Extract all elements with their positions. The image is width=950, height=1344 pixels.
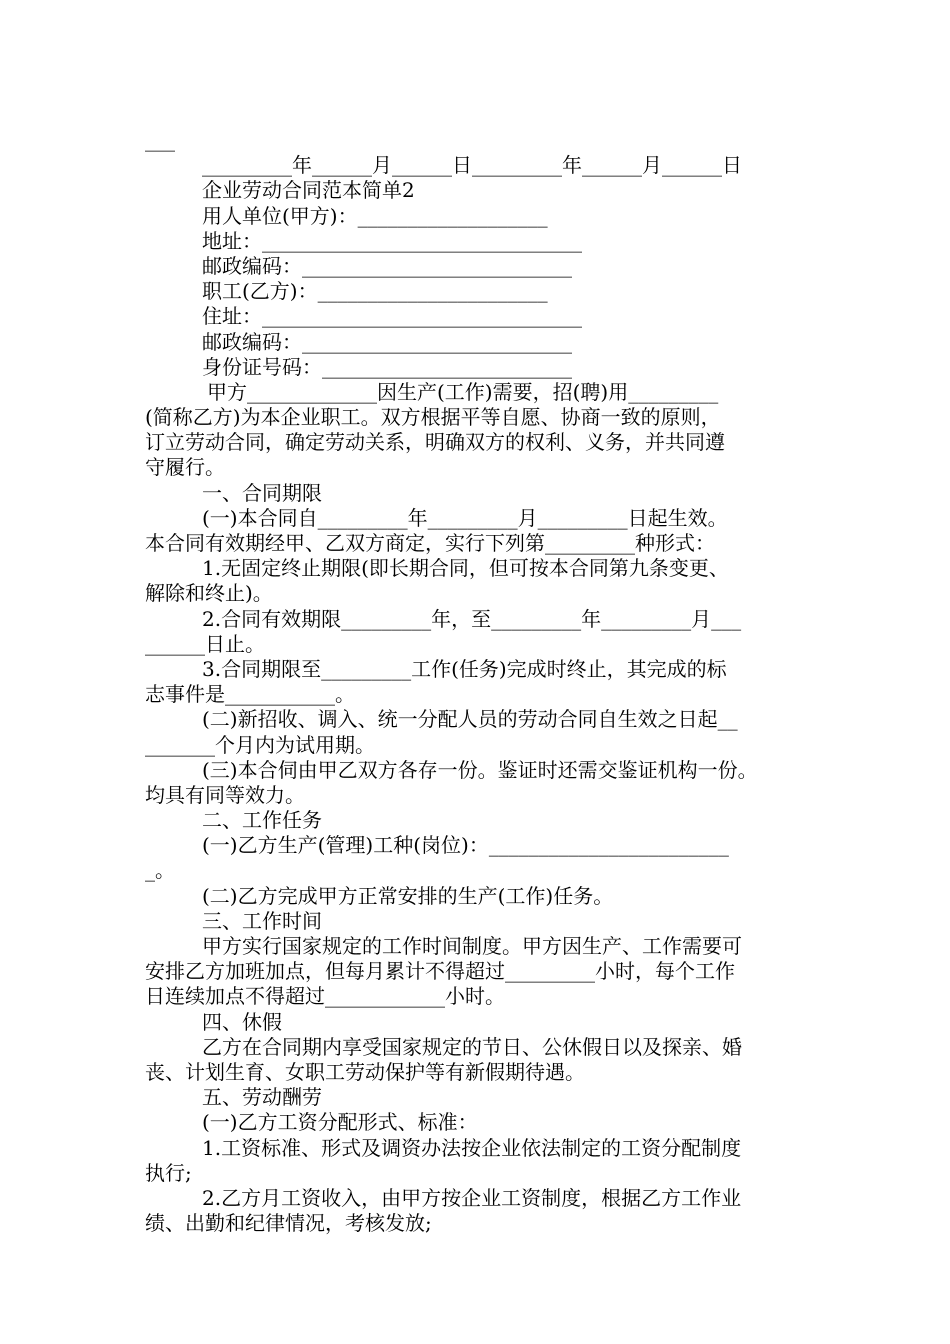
section-heading: 二、工作任务 (202, 808, 322, 833)
paragraph-line: 日连续加点不得超过____________小时。 (145, 984, 505, 1009)
preamble-line: 守履行。 (145, 455, 225, 480)
preamble-line: 甲方_____________因生产(工作)需要，招(聘)用_________ (207, 379, 719, 404)
document-title: 企业劳动合同范本简单2 (202, 178, 415, 203)
paragraph-line: 乙方在合同期内享受国家规定的节日、公休假日以及探亲、婚 (202, 1034, 742, 1059)
section-heading: 五、劳动酬劳 (202, 1085, 322, 1110)
paragraph-line: 本合同有效期经甲、乙双方商定，实行下列第_________种形式： (145, 531, 715, 555)
employer-field: 用人单位(甲方)：___________________ (202, 203, 548, 228)
date-line: _________年______月______日_________年______月______日 (202, 153, 742, 178)
paragraph-line: (一)乙方生产(管理)工种(岗位)：________________________ (202, 833, 729, 858)
paragraph-line: ______日止。 (145, 631, 265, 656)
paragraph-line: 甲方实行国家规定的工作时间制度。甲方因生产、工作需要可 (202, 934, 742, 958)
section-heading: 一、合同期限 (202, 480, 322, 505)
paragraph-line: (一)乙方工资分配形式、标准： (202, 1110, 478, 1135)
paragraph-line: 2.合同有效期限_________年，至_________年_________月___ (202, 606, 742, 631)
paragraph-line: (三)本合伺由甲乙双方各存一份。鉴证时还需交鉴证机构一份。 (202, 757, 758, 782)
paragraph-line: (一)本合同自_________年_________月_________日起生效。 (202, 505, 728, 530)
employer-address-field: 地址：________________________________ (202, 228, 582, 253)
paragraph-line: (二)乙方完成甲方正常安排的生产(工作)任务。 (202, 883, 614, 908)
section-heading: 四、休假 (202, 1009, 282, 1034)
paragraph-line: _______个月内为试用期。 (145, 732, 375, 757)
employee-field: 职工(乙方)：_______________________ (202, 279, 548, 304)
document-page (145, 128, 810, 1236)
top-rule: ___ (145, 128, 175, 152)
paragraph-line: 1.工资标准、形式及调资办法按企业依法制定的工资分配制度 (202, 1135, 742, 1160)
paragraph-line: 绩、出勤和纪律情况，考核发放; (145, 1211, 432, 1236)
id-number-field: 身份证号码：_________________________ (202, 354, 572, 379)
paragraph-line: 2.乙方月工资收入，由甲方按企业工资制度，根据乙方工作业 (202, 1185, 742, 1210)
employee-address-field: 住址：________________________________ (202, 304, 582, 329)
paragraph-line: 解除和终止)。 (145, 581, 273, 606)
preamble-line: (简称乙方)为本企业职工。双方根据平等自愿、协商一致的原则， (145, 405, 721, 430)
paragraph-line: 执行; (145, 1160, 192, 1185)
paragraph-line: _。 (145, 858, 175, 883)
paragraph-line: 均具有同等效力。 (145, 782, 305, 807)
section-heading: 三、工作时间 (202, 908, 322, 933)
paragraph-line: 安排乙方加班加点，但每月累计不得超过_________小时，每个工作 (145, 959, 735, 984)
paragraph-line: 丧、计划生育、女职工劳动保护等有新假期待遇。 (145, 1059, 585, 1084)
employee-postcode-field: 邮政编码：___________________________ (202, 329, 572, 354)
paragraph-line: 志事件是___________。 (145, 682, 355, 707)
employer-postcode-field: 邮政编码：___________________________ (202, 253, 572, 278)
paragraph-line: (二)新招收、调入、统一分配人员的劳动合同自生效之日起__ (202, 707, 738, 732)
preamble-line: 订立劳动合同，确定劳动关系，明确双方的权利、义务，并共同遵 (145, 430, 725, 455)
paragraph-line: 3.合同期限至_________工作(任务)完成时终止，其完成的标 (202, 656, 727, 681)
paragraph-line: 1.无固定终止期限(即长期合同，但可按本合同第九条变更、 (202, 556, 729, 581)
